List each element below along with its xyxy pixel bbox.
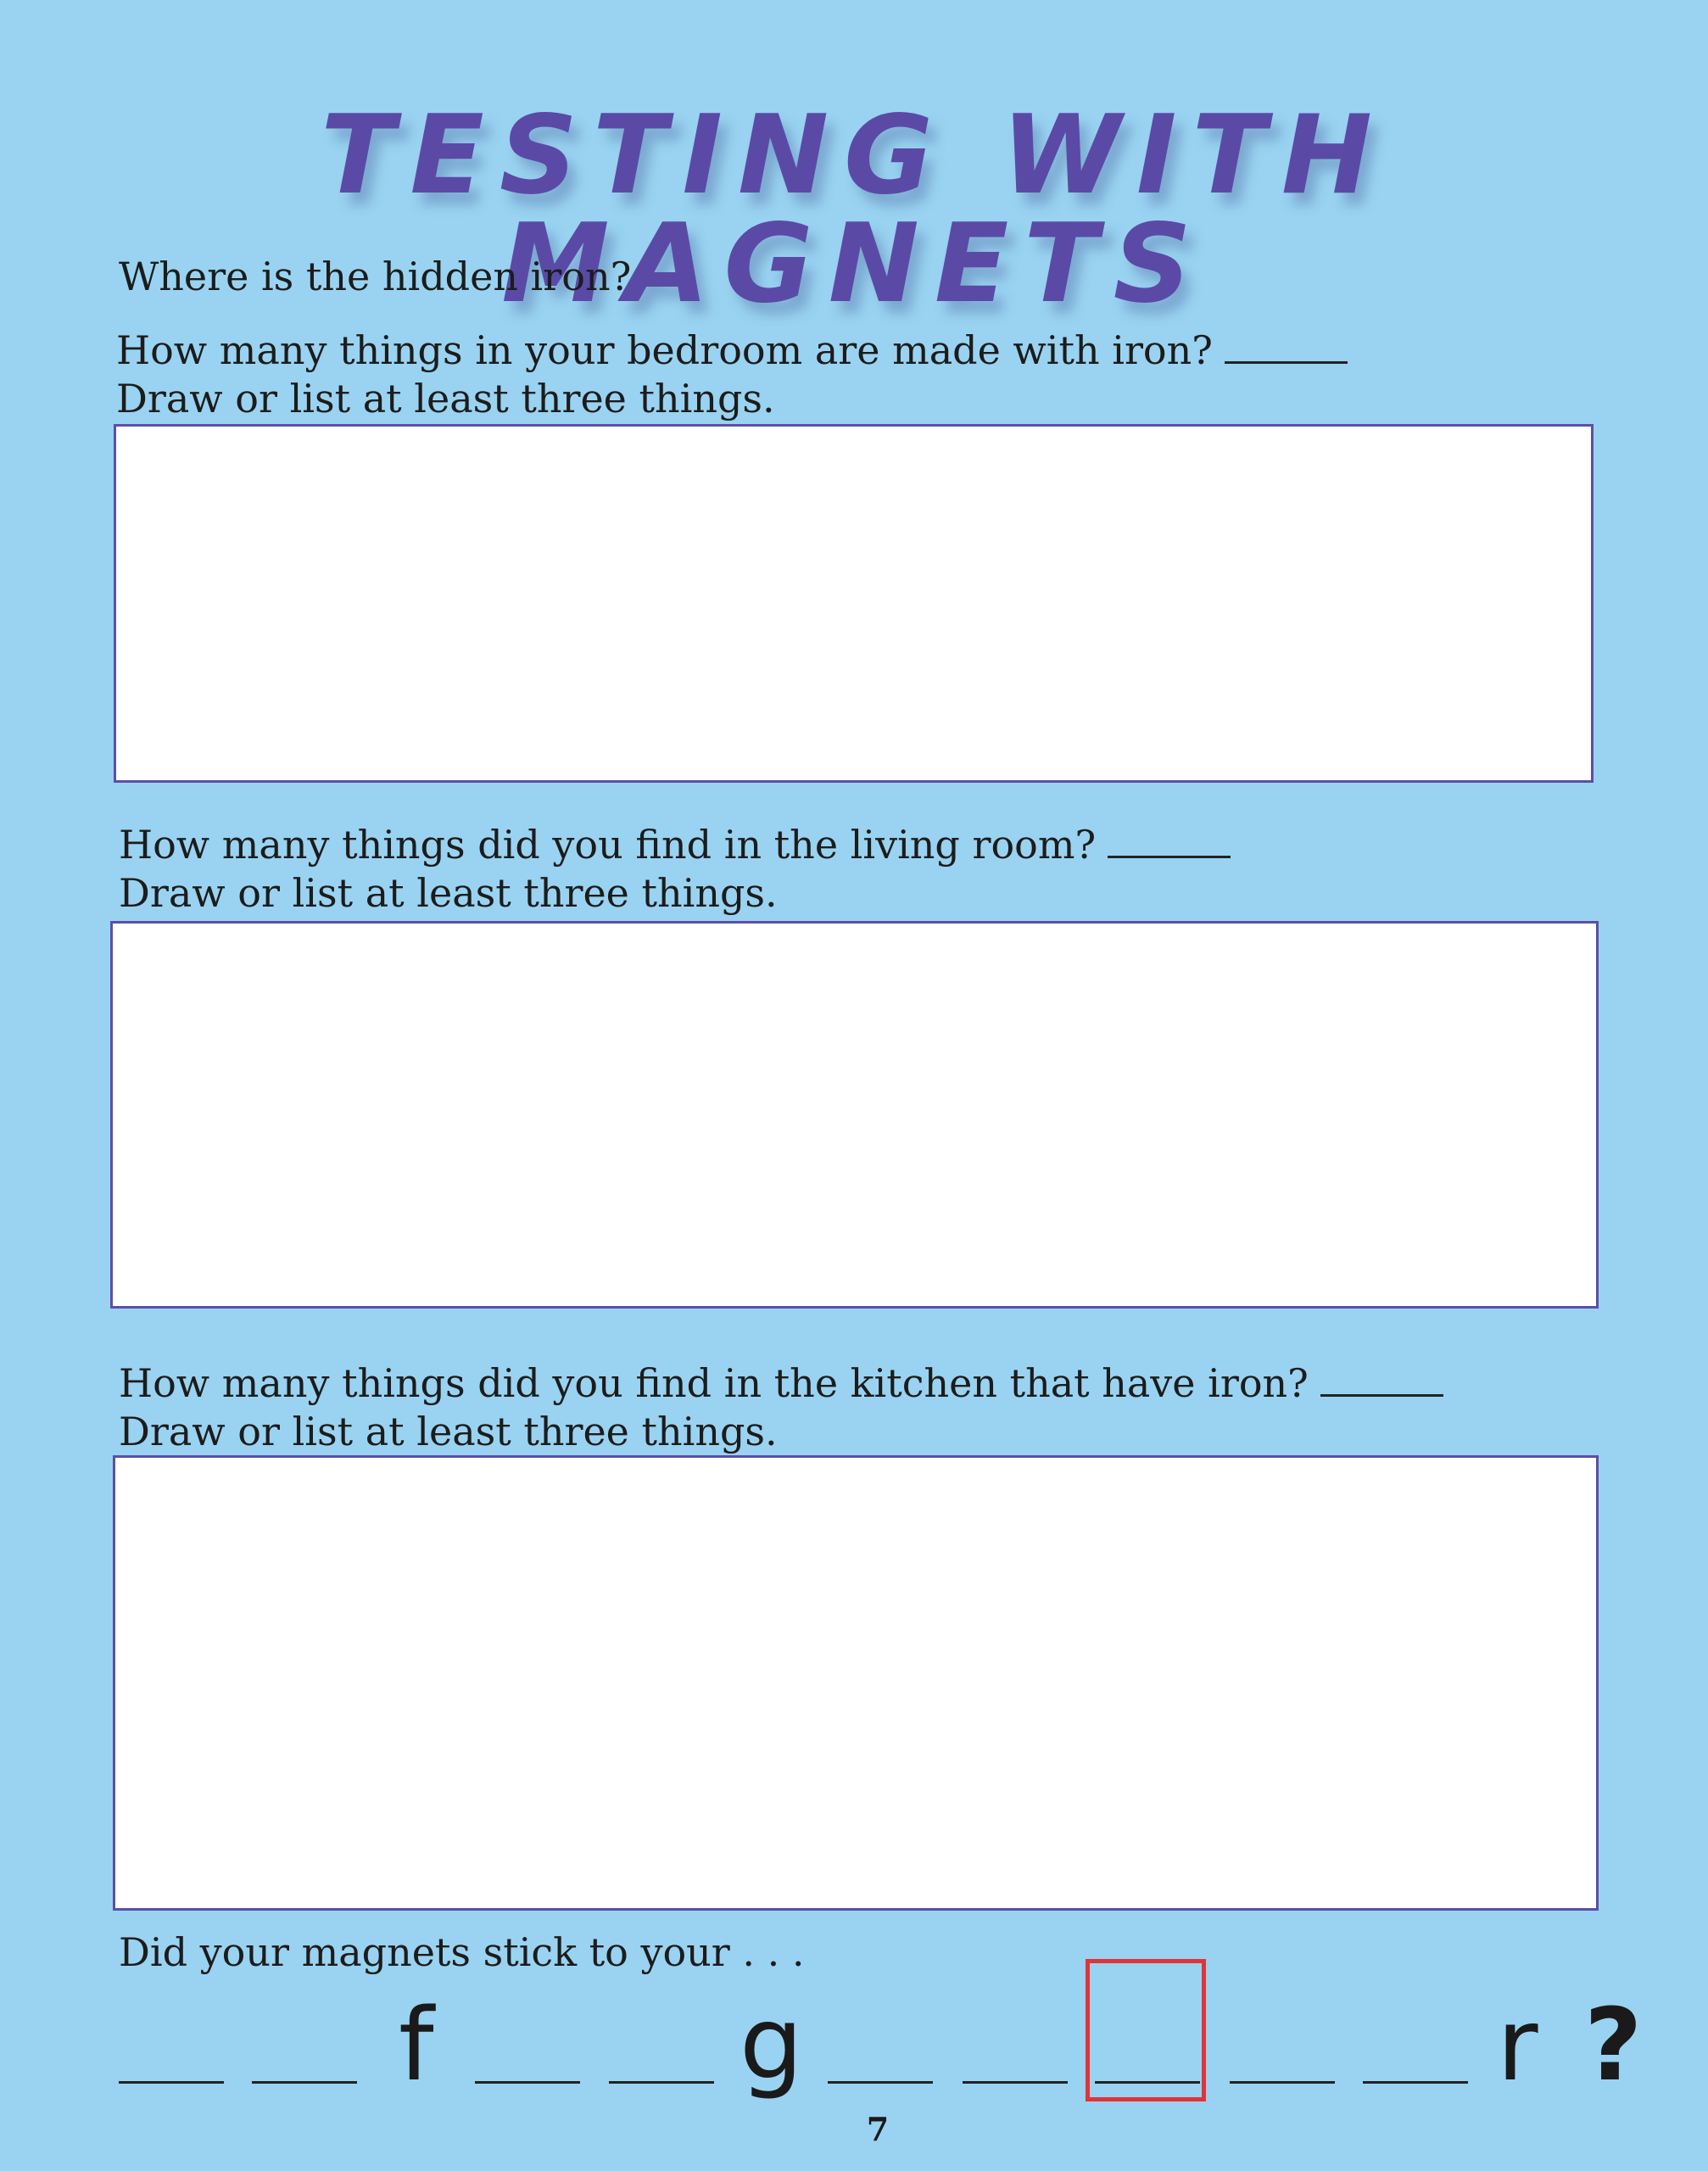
page-title: TESTING WITH MAGNETS	[321, 92, 1387, 327]
final-prompt: Did your magnets stick to your . . .	[119, 1929, 805, 1975]
puzzle-blank-slot[interactable]	[252, 2081, 357, 2084]
answer-box-kitchen[interactable]	[113, 1455, 1599, 1911]
answer-blank-living-room[interactable]	[1108, 856, 1231, 858]
instruction-kitchen: Draw or list at least three things.	[119, 1409, 778, 1454]
answer-box-bedroom[interactable]	[114, 424, 1594, 783]
question-kitchen	[119, 1360, 1443, 1406]
puzzle-letter: r	[1497, 1986, 1538, 2103]
page-number: 7	[866, 2110, 890, 2148]
question-bedroom-text: How many things in your bedroom are made with iron?	[116, 327, 1213, 373]
puzzle-blank-slot[interactable]	[609, 2081, 714, 2084]
question-living-room-text: How many things did you find in the living room?	[119, 822, 1097, 868]
puzzle-blank-slot[interactable]	[475, 2081, 580, 2084]
puzzle-blank-slot[interactable]	[1363, 2081, 1468, 2084]
puzzle-blank-slot[interactable]	[1230, 2081, 1335, 2084]
instruction-living-room: Draw or list at least three things.	[119, 870, 778, 916]
question-kitchen-text: How many things did you find in the kitchen that have iron?	[119, 1360, 1309, 1406]
puzzle-blank-slot[interactable]	[119, 2081, 224, 2084]
puzzle-blank-slot[interactable]	[963, 2081, 1068, 2084]
highlighted-letter-box[interactable]	[1086, 1959, 1206, 2101]
puzzle-letter: g	[740, 1984, 803, 2101]
answer-blank-kitchen[interactable]	[1320, 1394, 1443, 1397]
answer-blank-bedroom[interactable]	[1225, 361, 1348, 364]
puzzle-letter: f	[399, 1986, 434, 2103]
instruction-bedroom: Draw or list at least three things.	[116, 376, 775, 421]
question-living-room	[119, 822, 1231, 868]
question-bedroom	[116, 327, 1348, 373]
puzzle-blank-slot[interactable]	[828, 2081, 933, 2084]
answer-box-living-room[interactable]	[110, 921, 1599, 1309]
subtitle: Where is the hidden iron?	[119, 254, 632, 299]
puzzle-question-mark: ?	[1584, 1986, 1643, 2103]
